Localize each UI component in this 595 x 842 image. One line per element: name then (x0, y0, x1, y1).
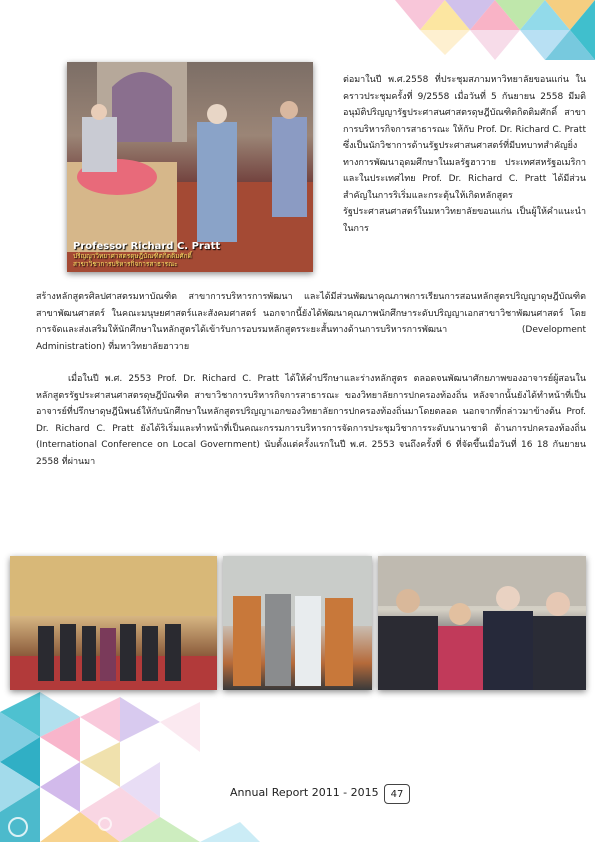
group-photo-3-illustration (378, 556, 586, 690)
bottom-mosaic-decoration (0, 692, 300, 842)
paragraph-1-beside-photo: ต่อมาในปี พ.ศ.2558 ที่ประชุมสภามหาวิทยาลัยขอนแก่น ในคราวประชุมครั้งที่ 9/2558 เมื่อวันที่ 5 กันยายน 2558 มีมติอนุมัติปริญญารัฐประศาสนศาสตรดุษฎีบัณฑิตกิตติมศักดิ์ สาขาการบริหารกิจการสาธารณะ ให้กับ Prof. Dr. Richard C. Pratt ซึ่งเป็นนักวิชาการด้านรัฐประศาสนศาสตร์ที่มีบทบาทสำคัญยิ่งทางการพัฒนาอุดมศึกษาในมลรัฐฮาวาย ประเทศสหรัฐอเมริกา และในประเทศไทย Prof. Dr. Richard C. Pratt ได้มีส่วนสำคัญในการริเริ่มและกระตุ้นให้เกิดหลักสูตรรัฐประศาสนศาสตร์ในมหาวิทยาลัยขอนแก่น เป็นผู้ให้คำแนะนำในการ (343, 75, 586, 234)
group-photo-1-illustration (10, 556, 217, 690)
group-photo-1 (10, 556, 217, 690)
paragraph-1-continuation: สร้างหลักสูตรศิลปศาสตรมหาบัณฑิต สาขาการบริหารการพัฒนา และได้มีส่วนพัฒนาคุณภาพการเรียนการสอนหลักสูตรปริญญาดุษฎีบัณฑิต สาขาพัฒนศาสตร์ ในคณะมนุษยศาสตร์และสังคมศาสตร์ นอกจากนี้ยังได้พัฒนาคุณภาพนักศึกษาระดับปริญญาเอกสาขาวิชาพัฒนศาสตร์ โดยการจัดและส่งเสริมให้นักศึกษาในหลักสูตรได้เข้ารับการอบรมหลักสูตรระยะสั้นทางด้านการบริหารการพัฒนา (Development Administration) ที่มหาวิทยาลัยฮาวาย (36, 292, 586, 352)
page-number: 47 (384, 784, 410, 804)
group-photo-2 (223, 556, 372, 690)
group-photo-2-illustration (223, 556, 372, 690)
top-mosaic-decoration (335, 0, 595, 70)
caption-line-1: ปริญญาวิทยาศาสตรดุษฎีบัณฑิตกิตติมศักดิ์ (73, 252, 192, 260)
ceremony-photo (67, 62, 313, 272)
report-title: Annual Report 2011 - 2015 (230, 786, 379, 799)
paragraph-2: เมื่อในปี พ.ศ. 2553 Prof. Dr. Richard C. Pratt ได้ให้คำปรึกษาและร่างหลักสูตร ตลอดจนพัฒนาศักยภาพของอาจารย์ผู้สอนในหลักสูตรรัฐประศาสนศาสตรดุษฎีบัณฑิต สาขาวิชาการบริหารกิจการสาธารณะ ของวิทยาลัยการปกครองท้องถิ่น หลังจากนั้นยังได้ทำหน้าที่เป็นอาจารย์ที่ปรึกษาดุษฎีนิพนธ์ให้กับนักศึกษาในหลักสูตรปริญญาเอกของวิทยาลัยการปกครองท้องถิ่นมาโดยตลอด นอกจากที่กล่าวมาข้างต้น Prof. Dr. Richard C. Pratt ยังได้ริเริ่มและทำหน้าที่เป็นคณะกรรมการบริหารการจัดการประชุมวิชาการระดับนานาชาติ ด้านการปกครองท้องถิ่น (International Conference on Local Government) นับตั้งแต่ครั้งแรกในปี พ.ศ. 2553 จนถึงครั้งที่ 6 ที่จัดขึ้นเมื่อวันที่ 16 18 กันยายน 2558 ที่ผ่านมา (36, 374, 586, 467)
caption-line-2: สาขาวิชาการบริหารกิจการสาธารณะ (73, 260, 178, 268)
caption-name: Professor Richard C. Pratt (73, 241, 221, 252)
photo-caption (73, 241, 220, 268)
group-photo-3 (378, 556, 586, 690)
